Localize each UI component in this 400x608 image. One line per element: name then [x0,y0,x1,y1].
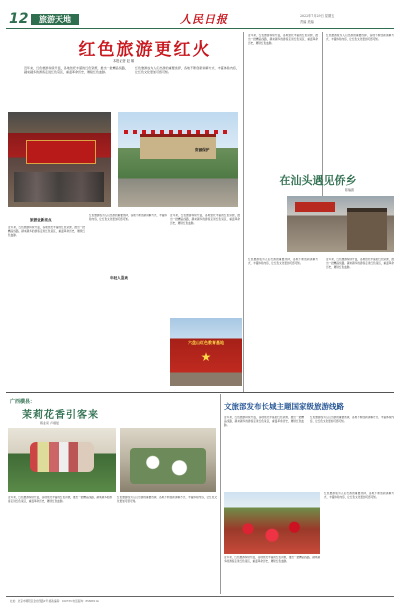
museum-photo [8,112,111,207]
red-wall-emblem [26,140,96,164]
jasmine-flowers [130,448,206,484]
great-wall-title: 文旅部发布长城主题国家级旅游线路 [224,402,344,411]
right-col-text-b: 红色旅游成为人们出游的重要选择，各地不断创新讲解方式、丰富体验内容，让红色文化更加可感可知。 [326,34,394,41]
shantou-sign [295,202,335,212]
bottom-column-rule [220,394,221,594]
right-lower-text-b: 近年来，红色旅游持续升温，各地依托丰富的红色资源，推出一批精品线路，越来越多的游客走进红色景区，重温革命历史，赓续红色血脉。 [326,258,394,269]
guangxi-label: 广西横县： [10,399,36,405]
red-base-sign: 六盘山红色教育基地 [188,340,224,345]
guangxi-byline: 蒋业亮 卢翊瑶 [40,421,59,425]
page-header [0,0,400,32]
jasmine-photo-left [8,428,116,492]
right-col-text-a: 近年来，红色旅游持续升温，各地依托丰富的红色资源，推出一批精品线路，越来越多的游客走进红色景区，重温革命历史，赓续红色血脉。 [248,34,318,45]
shantou-title: 在汕头遇见侨乡 [279,174,357,187]
red-base-star: ★ [200,350,212,364]
col1-text: 近年来，红色旅游持续升温，各地依托丰富的红色资源，推出一批精品线路，越来越多的游客走进红色景区，重温革命历史，赓续红色血脉。 [8,226,85,237]
page-number: 12 [9,11,29,27]
column-rule-1 [243,32,244,392]
red-base-photo [170,318,242,386]
visitors-group [14,172,104,202]
right-lower-text-a: 红色旅游成为人们出游的重要选择，各地不断创新讲解方式、丰富体验内容，让红色文化更加可感可知。 [248,258,318,265]
masthead-logo: 人民日报 [180,13,228,26]
section-label-tourism: 资源保护 [195,148,210,152]
great-wall-photo [224,492,320,554]
guangxi-text-a: 近年来，红色旅游持续升温，各地依托丰富的红色资源，推出一批精品线路，越来越多的游客走进红色景区，重温革命历史，赓续红色血脉。 [8,496,112,503]
jasmine-photo-right [120,428,216,492]
header-rule [6,28,394,29]
lead-intro-left: 近年来，红色旅游持续升温，各地依托丰富的红色资源，推出一批精品线路，越来越多的游客走进红色景区，重温革命历史，赓续红色血脉。 [24,66,128,75]
footer-rule [6,596,394,597]
great-wall-text-d: 近年来，红色旅游持续升温，各地依托丰富的红色资源，推出一批精品线路，越来越多的游客走进红色景区，重温革命历史，赓续红色血脉。 [224,556,320,563]
lead-title: 红色旅游更红火 [78,40,212,60]
monument-photo [118,112,238,207]
lead-byline: 本报记者 赵 娜 [113,59,135,63]
guangxi-title: 茉莉花香引客来 [22,410,99,421]
lead-intro-right: 红色旅游成为人们出游的重要选择，各地不断创新讲解方式、丰富体验内容，让红色文化更加可感可知。 [135,66,239,75]
great-wall-text-a: 近年来，红色旅游持续升温，各地依托丰富的红色资源，推出一批精品线路，越来越多的游客走进红色景区，重温革命历史，赓续红色血脉。 [224,416,304,427]
shantou-archway [347,208,387,250]
worker-figures [30,442,94,472]
col2-text: 红色旅游成为人们出游的重要选择，各地不断创新讲解方式、丰富体验内容，让红色文化更加可感可知。 [89,214,167,221]
section-tag: 旅游天地 [31,14,79,25]
footer-address: 社址：北京市朝阳区金台西路2号 邮政编码：100733 电话查询：65368114 [10,600,99,603]
col3-text: 近年来，红色旅游持续升温，各地依托丰富的红色资源，推出一批精品线路，越来越多的游客走进红色景区，重温革命历史，赓续红色血脉。 [170,214,240,225]
date-line: 2022年7月29日 星期五 [300,14,335,18]
shantou-byline: 陈瑞霞 [345,188,355,192]
great-wall-text-b: 红色旅游成为人们出游的重要选择，各地不断创新讲解方式、丰富体验内容，让红色文化更加可感可知。 [310,416,394,423]
guangxi-text-b: 红色旅游成为人们出游的重要选择，各地不断创新讲解方式、丰富体验内容，让红色文化更加可感可知。 [117,496,217,503]
section-label-youth: 年轻人喜欢 [110,276,128,280]
bottom-section-rule [6,392,394,393]
fruit-cluster [232,516,312,548]
edition-line: 责编 美编 [300,20,314,24]
red-flag-row [124,130,232,134]
great-wall-text-c: 红色旅游成为人们出游的重要选择，各地不断创新讲解方式、丰富体验内容，让红色文化更加可感可知。 [324,492,394,499]
shantou-photo [287,196,394,252]
section-label-museum: 旅游业新亮点 [30,218,52,222]
monument-building [140,134,216,159]
